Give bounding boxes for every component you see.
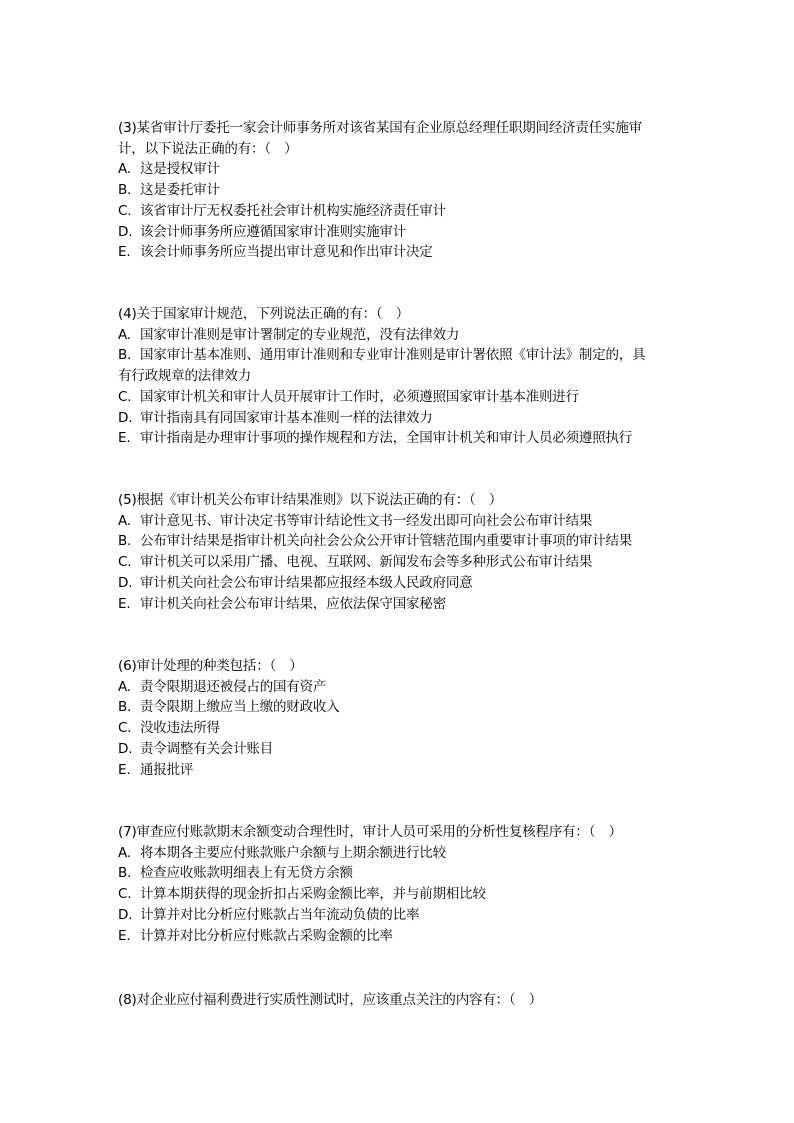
option-c	[118, 718, 678, 739]
option-d	[118, 739, 678, 760]
option-d	[118, 573, 678, 594]
option-d	[118, 905, 678, 926]
option-text: 这是授权审计	[140, 161, 220, 178]
option-key: A.	[118, 678, 131, 695]
question-stem: (4)关于国家审计规范，下列说法正确的有：（ ）	[118, 306, 410, 322]
question-stem: (3)某省审计厅委托一家会计师事务所对该省某国有企业原总经理任职期间经济责任实施审	[118, 120, 642, 136]
option-key: E.	[118, 927, 131, 944]
question-4	[118, 304, 678, 449]
option-text: 国家审计准则是审计署制定的专业规范，没有法律效力	[140, 326, 460, 343]
option-text: 审计意见书、审计决定书等审计结论性文书一经发出即可向社会公布审计结果	[140, 512, 593, 529]
option-c	[118, 552, 678, 573]
option-c	[118, 201, 678, 222]
question-stem: (8)对企业应付福利费进行实质性测试时，应该重点关注的内容有：（ ）	[118, 992, 543, 1008]
option-key: E.	[118, 595, 131, 612]
option-b	[118, 531, 678, 552]
option-text: 将本期各主要应付账款账户余额与上期余额进行比较	[140, 844, 446, 861]
question-stem: (5)根据《审计机关公布审计结果准则》以下说法正确的有：（ ）	[118, 492, 503, 508]
option-key: D.	[118, 740, 133, 757]
option-text: 审计机关可以采用广播、电视、互联网、新闻发布会等多种形式公布审计结果	[140, 554, 593, 571]
question-8	[118, 990, 678, 1011]
option-key: A.	[118, 161, 131, 178]
option-key: B.	[118, 182, 132, 199]
option-key: D.	[118, 906, 133, 923]
option-c	[118, 884, 678, 905]
option-key: C.	[118, 720, 132, 737]
option-e	[118, 926, 678, 947]
option-key: C.	[118, 886, 132, 903]
option-text: 国家审计机关和审计人员开展审计工作时，必须遵照国家审计基本准则进行	[140, 388, 579, 405]
option-key: A.	[118, 844, 131, 861]
option-text: 计算并对比分析应付账款占采购金额的比率	[140, 927, 393, 944]
option-text: 没收违法所得	[140, 720, 220, 737]
option-key: D.	[118, 574, 133, 591]
option-key: C.	[118, 388, 132, 405]
option-a	[118, 677, 678, 698]
option-e	[118, 594, 678, 615]
option-text: 责令限期上缴应当上缴的财政收入	[140, 699, 340, 716]
option-b	[118, 697, 678, 718]
option-e	[118, 428, 678, 449]
option-text: 责令限期退还被侵占的国有资产	[140, 678, 327, 695]
question-5	[118, 490, 678, 614]
option-b	[118, 180, 678, 201]
option-e	[118, 242, 678, 263]
option-key: E.	[118, 761, 131, 778]
option-key: B.	[118, 865, 132, 882]
option-key: E.	[118, 244, 131, 261]
question-6	[118, 656, 678, 780]
question-stem: (6)审计处理的种类包括：（ ）	[118, 658, 303, 674]
option-text: 计算并对比分析应付账款占当年流动负债的比率	[140, 906, 420, 923]
question-3	[118, 118, 678, 263]
option-c	[118, 387, 678, 408]
option-key: A.	[118, 512, 131, 529]
option-a	[118, 325, 678, 346]
option-a	[118, 159, 678, 180]
option-key: D.	[118, 409, 133, 426]
option-b	[118, 863, 678, 884]
option-text: 审计指南具有同国家审计基本准则一样的法律效力	[140, 409, 433, 426]
option-text: 该会计师事务所应当提出审计意见和作出审计决定	[140, 244, 433, 261]
option-d	[118, 408, 678, 429]
question-stem: (7)审查应付账款期末余额变动合理性时，审计人员可采用的分析性复核程序有：（ ）	[118, 824, 622, 840]
option-text: 审计机关向社会公布审计结果都应报经本级人民政府同意	[140, 574, 473, 591]
option-text: 该省审计厅无权委托社会审计机构实施经济责任审计	[140, 202, 446, 219]
option-text: 这是委托审计	[140, 182, 220, 199]
option-key: E.	[118, 430, 131, 447]
option-text: 该会计师事务所应遵循国家审计准则实施审计	[140, 223, 406, 240]
option-text: 国家审计基本准则、通用审计准则和专业审计准则是审计署依照《审计法》制定的，具	[140, 347, 646, 364]
option-key: C.	[118, 554, 132, 571]
question-stem-cont: 计，以下说法正确的有：（ ）	[118, 140, 298, 157]
question-7	[118, 822, 678, 946]
option-text: 公布审计结果是指审计机关向社会公众公开审计管辖范围内重要审计事项的审计结果	[140, 533, 633, 550]
option-a	[118, 511, 678, 532]
option-a	[118, 843, 678, 864]
option-text: 通报批评	[140, 761, 194, 778]
option-b	[118, 345, 678, 366]
option-key: C.	[118, 202, 132, 219]
option-key: B.	[118, 347, 132, 364]
option-e	[118, 760, 678, 781]
option-text: 责令调整有关会计账目	[140, 740, 273, 757]
option-text: 计算本期获得的现金折扣占采购金额比率，并与前期相比较	[140, 886, 486, 903]
option-key: B.	[118, 533, 132, 550]
option-b-cont: 有行政规章的法律效力	[118, 368, 251, 385]
option-text: 审计机关向社会公布审计结果，应依法保守国家秘密	[140, 595, 446, 612]
option-d	[118, 222, 678, 243]
option-text: 检查应收账款明细表上有无贷方余额	[140, 865, 353, 882]
option-text: 审计指南是办理审计事项的操作规程和方法，全国审计机关和审计人员必须遵照执行	[140, 430, 633, 447]
option-key: A.	[118, 326, 131, 343]
option-key: B.	[118, 699, 132, 716]
option-key: D.	[118, 223, 133, 240]
